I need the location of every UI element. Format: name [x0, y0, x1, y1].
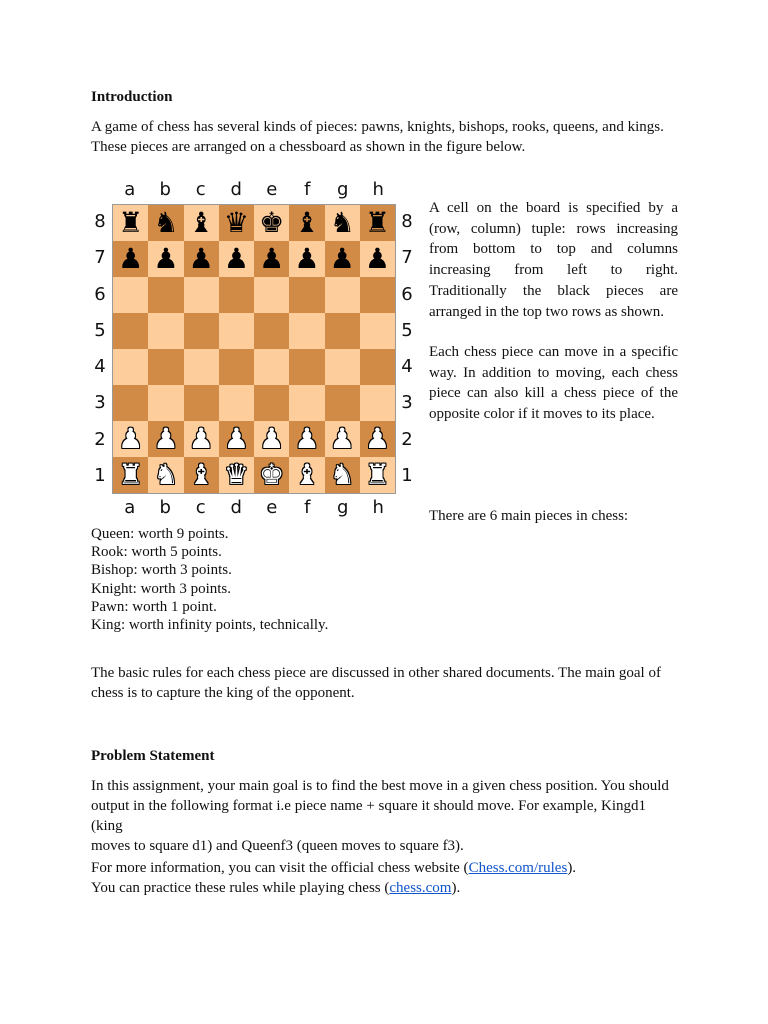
square-g2 — [325, 421, 360, 457]
square-e6 — [254, 277, 289, 313]
square-a8 — [113, 205, 148, 241]
white-king-icon: ♚ — [259, 458, 285, 491]
rank-label-left: 4 — [94, 356, 106, 378]
rank-label-left: 6 — [94, 283, 106, 305]
square-g7 — [325, 241, 360, 277]
square-d4 — [219, 349, 254, 385]
white-knight-icon: ♞ — [329, 458, 355, 491]
square-f1 — [289, 457, 324, 493]
square-a5 — [113, 313, 148, 349]
square-e3 — [254, 385, 289, 421]
file-label-bottom: a — [124, 497, 136, 518]
square-c2 — [184, 421, 219, 457]
white-pawn-icon: ♟ — [259, 422, 285, 455]
file-label-bottom: f — [304, 497, 311, 518]
square-c6 — [184, 277, 219, 313]
practice-text-end: ). — [451, 880, 461, 896]
list-item: Knight: worth 3 points. — [91, 580, 232, 597]
square-a4 — [113, 349, 148, 385]
problem-line-2: output in the following format i.e piece name + square it should move. For example, Kingd1 (king — [91, 798, 647, 834]
square-e2 — [254, 421, 289, 457]
rank-label-right: 5 — [401, 319, 413, 341]
practice-text: You can practice these rules while playing chess ( — [91, 880, 390, 896]
black-pawn-icon: ♟ — [259, 242, 285, 275]
square-c4 — [184, 349, 219, 385]
list-item: Bishop: worth 3 points. — [91, 562, 232, 579]
square-d1 — [219, 457, 254, 493]
file-label-bottom: c — [195, 497, 206, 518]
white-queen-icon: ♛ — [223, 458, 249, 491]
rank-label-right: 6 — [401, 283, 413, 305]
rank-label-left: 2 — [94, 428, 106, 450]
black-knight-icon: ♞ — [329, 206, 355, 239]
file-label-top: e — [266, 179, 278, 200]
square-g8 — [325, 205, 360, 241]
square-f7 — [289, 241, 324, 277]
square-b1 — [148, 457, 183, 493]
square-b4 — [148, 349, 183, 385]
rank-label-left: 3 — [94, 392, 106, 414]
rank-label-left: 5 — [94, 319, 106, 341]
black-pawn-icon: ♟ — [329, 242, 355, 275]
cell-description: A cell on the board is specified by a (row, column) tuple: rows increasing from bottom to top and columns increasing from left to right. Traditionally the black pieces are arranged in the top two rows as shown. — [429, 200, 678, 320]
more-info-paragraph — [91, 858, 679, 898]
square-b2 — [148, 421, 183, 457]
problem-line-3: moves to square d1) and Queenf3 (queen moves to square f3). — [91, 838, 464, 854]
file-label-bottom: g — [337, 497, 349, 518]
rank-label-right: 4 — [401, 356, 413, 378]
file-label-top: c — [195, 179, 206, 200]
white-bishop-icon: ♝ — [294, 458, 320, 491]
square-f6 — [289, 277, 324, 313]
square-b7 — [148, 241, 183, 277]
white-pawn-icon: ♟ — [153, 422, 179, 455]
more-info-text-end: ). — [567, 860, 577, 876]
square-e4 — [254, 349, 289, 385]
square-a2 — [113, 421, 148, 457]
square-b3 — [148, 385, 183, 421]
rank-label-right: 8 — [401, 211, 413, 233]
square-d5 — [219, 313, 254, 349]
square-a7 — [113, 241, 148, 277]
rules-line-2: chess is to capture the king of the opponent. — [91, 685, 355, 701]
square-d3 — [219, 385, 254, 421]
square-g6 — [325, 277, 360, 313]
square-e7 — [254, 241, 289, 277]
square-c3 — [184, 385, 219, 421]
white-pawn-icon: ♟ — [364, 422, 390, 455]
file-label-top: b — [159, 179, 171, 200]
black-king-icon: ♚ — [259, 206, 285, 239]
square-a6 — [113, 277, 148, 313]
square-e1 — [254, 457, 289, 493]
file-label-top: a — [124, 179, 136, 200]
rank-label-right: 1 — [401, 464, 413, 486]
intro-line-1: A game of chess has several kinds of pieces: pawns, knights, bishops, rooks, queens, and kings. — [91, 119, 664, 135]
square-d7 — [219, 241, 254, 277]
intro-line-2: These pieces are arranged on a chessboard as shown in the figure below. — [91, 139, 526, 155]
more-info-text: For more information, you can visit the official chess website ( — [91, 860, 469, 876]
introduction-heading: Introduction — [91, 89, 173, 105]
main-pieces-intro: There are 6 main pieces in chess: — [429, 508, 629, 524]
square-d8 — [219, 205, 254, 241]
piece-values-list — [91, 525, 328, 634]
square-c1 — [184, 457, 219, 493]
black-pawn-icon: ♟ — [223, 242, 249, 275]
black-pawn-icon: ♟ — [294, 242, 320, 275]
rank-label-right: 2 — [401, 428, 413, 450]
problem-paragraph — [91, 776, 679, 856]
rank-label-right: 3 — [401, 392, 413, 414]
list-item: King: worth infinity points, technically. — [91, 617, 329, 634]
file-label-top: d — [230, 179, 242, 200]
file-label-bottom: e — [266, 497, 278, 518]
white-pawn-icon: ♟ — [294, 422, 320, 455]
square-d2 — [219, 421, 254, 457]
file-label-top: g — [337, 179, 349, 200]
file-label-top: h — [372, 179, 384, 200]
square-b6 — [148, 277, 183, 313]
square-b5 — [148, 313, 183, 349]
square-a3 — [113, 385, 148, 421]
white-rook-icon: ♜ — [118, 458, 144, 491]
black-bishop-icon: ♝ — [188, 206, 214, 239]
intro-paragraph — [91, 117, 679, 157]
list-item: Pawn: worth 1 point. — [91, 598, 217, 615]
square-e8 — [254, 205, 289, 241]
square-f2 — [289, 421, 324, 457]
list-item: Queen: worth 9 points. — [91, 526, 229, 542]
file-label-bottom: h — [372, 497, 384, 518]
square-g4 — [325, 349, 360, 385]
white-pawn-icon: ♟ — [223, 422, 249, 455]
file-label-top: f — [304, 179, 311, 200]
white-pawn-icon: ♟ — [329, 422, 355, 455]
chess-com-link[interactable]: chess.com — [389, 880, 452, 896]
chessboard — [112, 204, 396, 494]
black-pawn-icon: ♟ — [118, 242, 144, 275]
square-c7 — [184, 241, 219, 277]
square-c8 — [184, 205, 219, 241]
rules-line-1: The basic rules for each chess piece are discussed in other shared documents. The main goal of — [91, 665, 661, 681]
black-rook-icon: ♜ — [118, 206, 144, 239]
white-rook-icon: ♜ — [364, 458, 390, 491]
file-label-bottom: b — [159, 497, 171, 518]
black-pawn-icon: ♟ — [188, 242, 214, 275]
square-f5 — [289, 313, 324, 349]
square-d6 — [219, 277, 254, 313]
square-f8 — [289, 205, 324, 241]
white-bishop-icon: ♝ — [188, 458, 214, 491]
rank-label-left: 7 — [94, 247, 106, 269]
white-pawn-icon: ♟ — [118, 422, 144, 455]
black-pawn-icon: ♟ — [153, 242, 179, 275]
square-a1 — [113, 457, 148, 493]
square-f4 — [289, 349, 324, 385]
square-g3 — [325, 385, 360, 421]
chess-rules-link[interactable]: Chess.com/rules — [468, 860, 568, 876]
rank-label-right: 7 — [401, 247, 413, 269]
list-item: Rook: worth 5 points. — [91, 544, 222, 561]
black-pawn-icon: ♟ — [364, 242, 390, 275]
white-pawn-icon: ♟ — [188, 422, 214, 455]
file-label-bottom: d — [230, 497, 242, 518]
rank-label-left: 8 — [94, 211, 106, 233]
square-e5 — [254, 313, 289, 349]
square-b8 — [148, 205, 183, 241]
rank-label-left: 1 — [94, 464, 106, 486]
problem-statement-heading: Problem Statement — [91, 748, 215, 764]
white-knight-icon: ♞ — [153, 458, 179, 491]
square-c5 — [184, 313, 219, 349]
square-g1 — [325, 457, 360, 493]
square-g5 — [325, 313, 360, 349]
black-knight-icon: ♞ — [153, 206, 179, 239]
rules-paragraph — [91, 663, 679, 703]
black-rook-icon: ♜ — [364, 206, 390, 239]
black-queen-icon: ♛ — [223, 206, 249, 239]
movement-description: Each chess piece can move in a specific way. In addition to moving, each chess piece can also kill a chess piece of the opposite color if it moves to its place. — [429, 344, 678, 423]
square-f3 — [289, 385, 324, 421]
black-bishop-icon: ♝ — [294, 206, 320, 239]
problem-line-1: In this assignment, your main goal is to find the best move in a given chess position. You should — [91, 778, 669, 794]
